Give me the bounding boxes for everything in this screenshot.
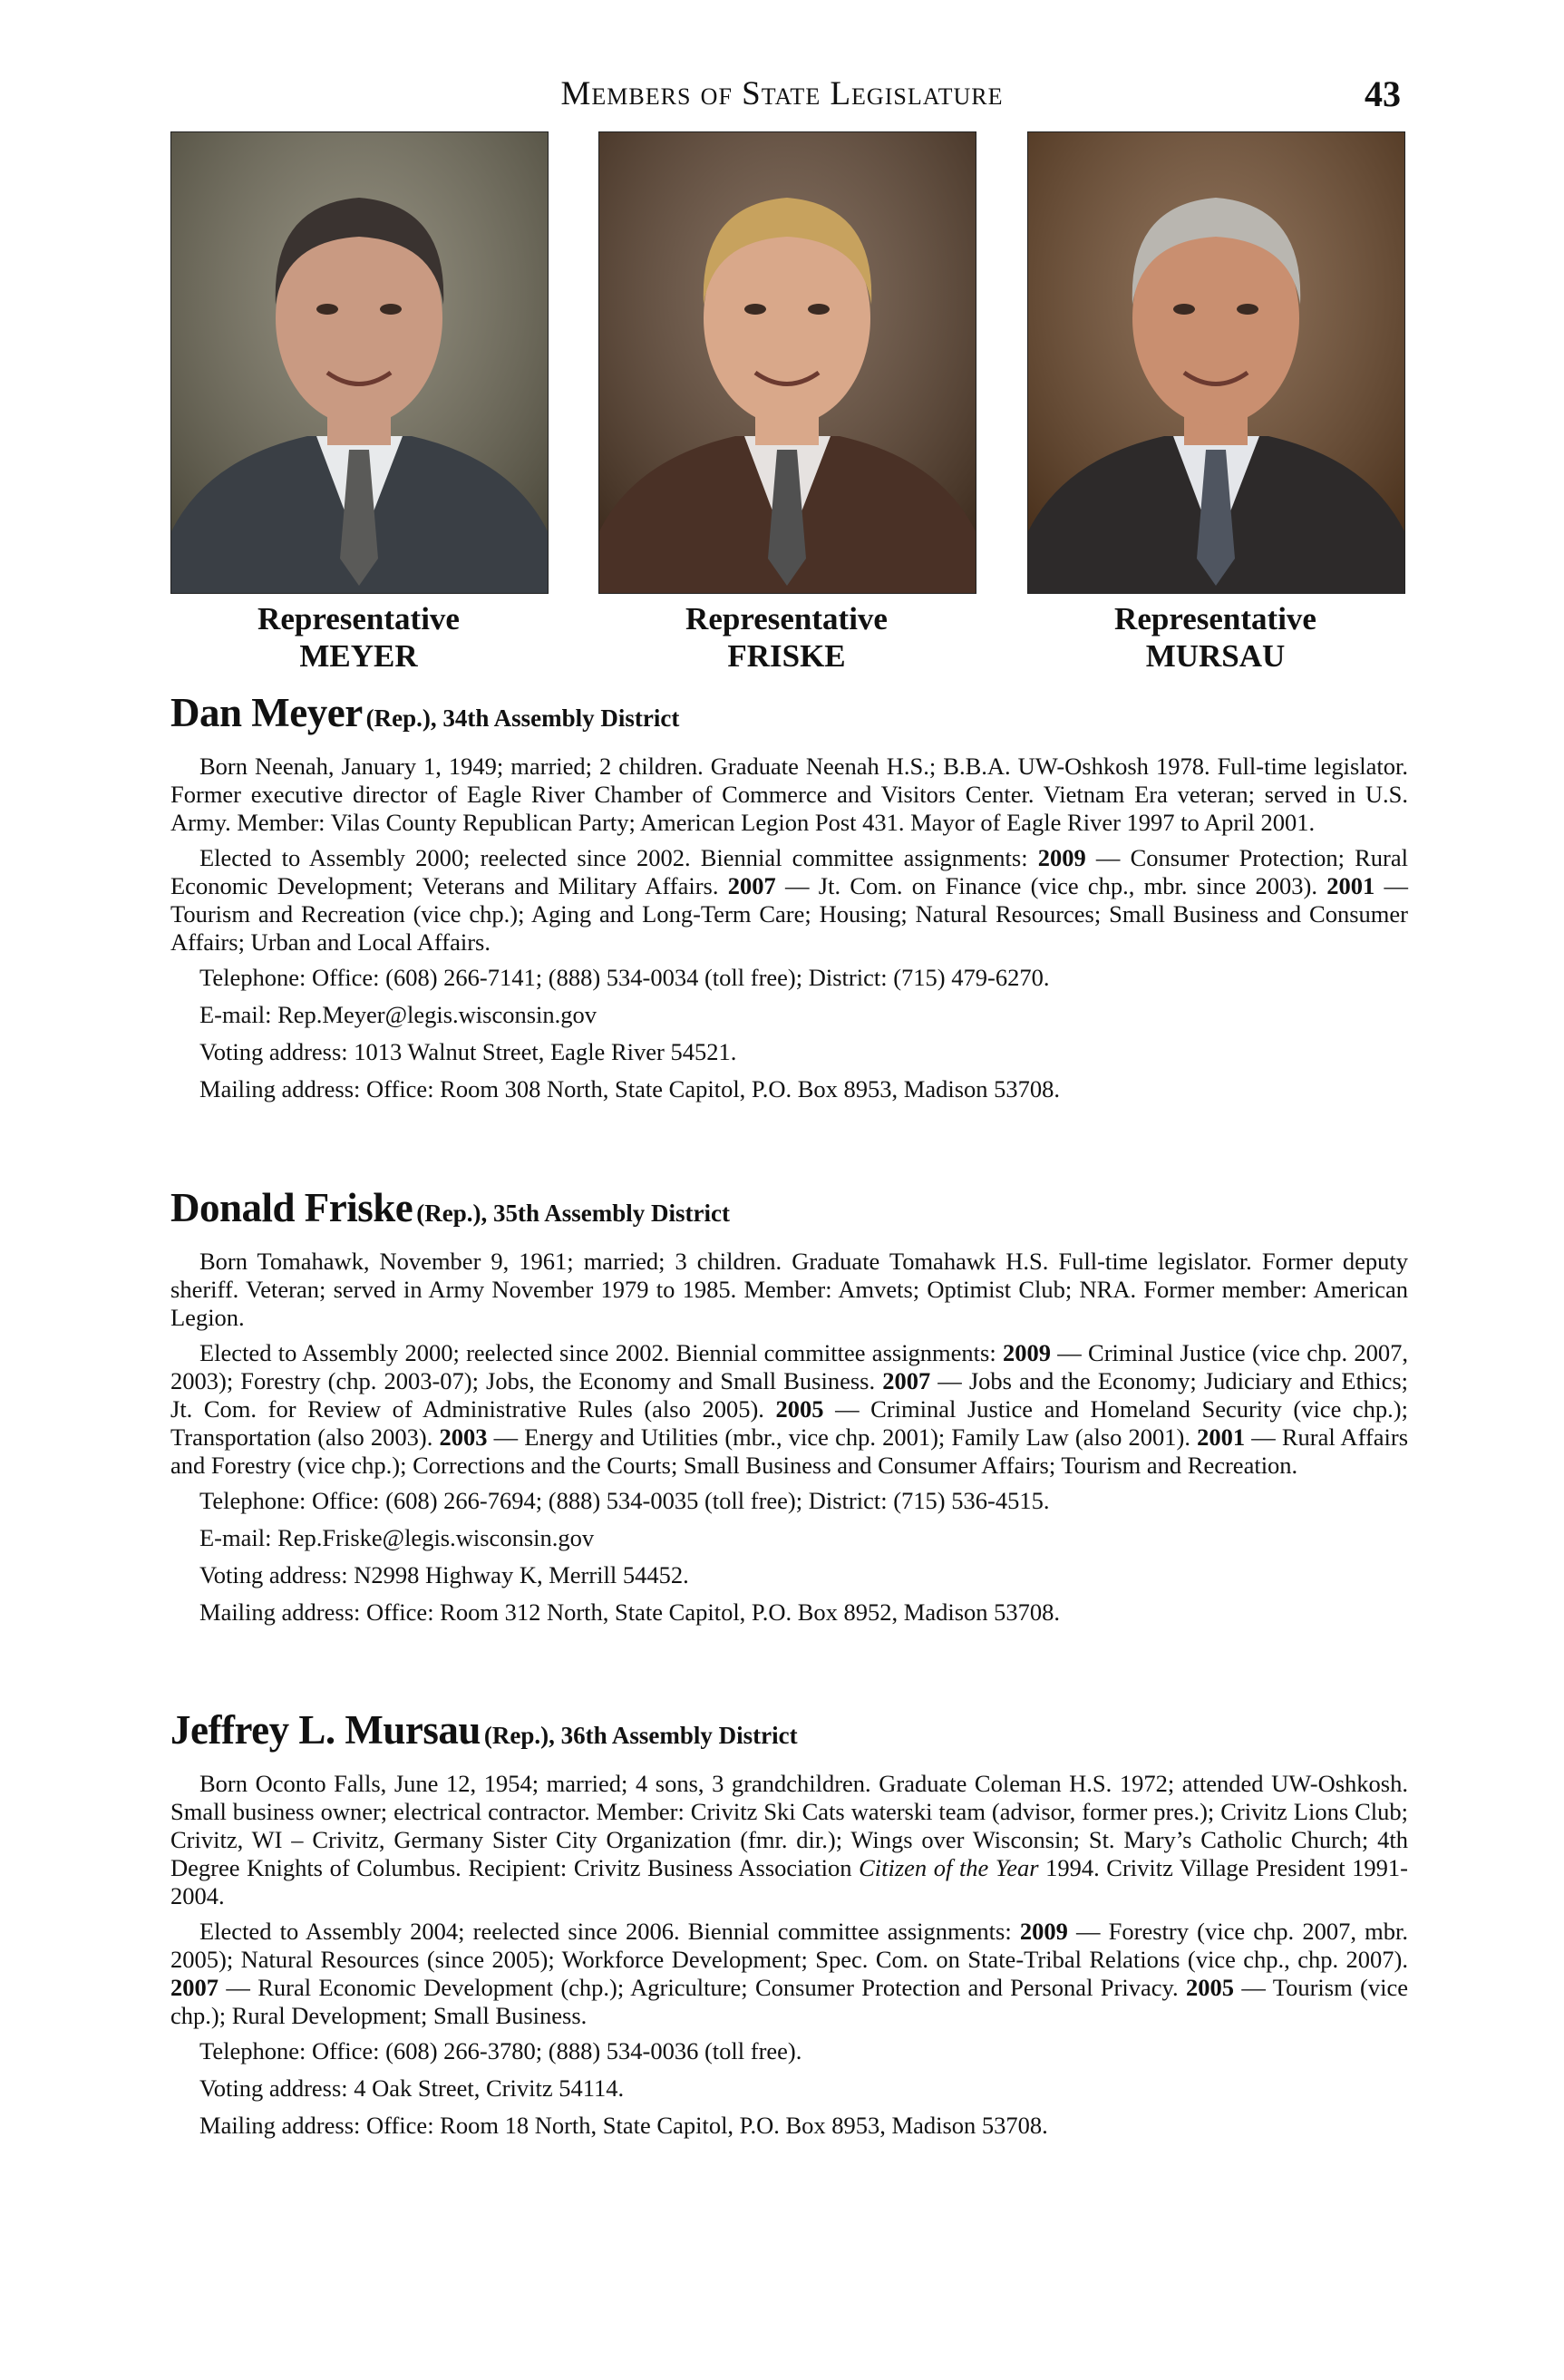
award-title: Citizen of the Year bbox=[859, 1853, 1039, 1881]
caption-title: Representative bbox=[685, 601, 888, 636]
text-run: Elected to Assembly 2000; reelected since 2002. Biennial committee assignments: bbox=[199, 843, 1038, 871]
text-run: — Criminal Justice (vice chp. 2007, 2003); Forestry (chp. 2003-07); Jobs, the Economy and Small Business. bbox=[170, 1338, 1408, 1394]
member-bio bbox=[170, 1770, 1408, 1910]
member-committees bbox=[170, 1339, 1408, 1480]
member-email: E-mail: Rep.Meyer@legis.wisconsin.gov bbox=[199, 1000, 597, 1028]
member-mailing-address: Mailing address: Office: Room 312 North, State Capitol, P.O. Box 8952, Madison 53708. bbox=[199, 1598, 1061, 1626]
session-year: 2007 bbox=[170, 1973, 219, 2001]
text-run: — Jobs and the Economy; Judiciary and Ethics; Jt. Com. for Review of Administrative Rules (also 2005). bbox=[170, 1366, 1409, 1423]
running-head: Members of State Legislature bbox=[560, 75, 1004, 112]
member-heading bbox=[170, 1708, 1408, 1753]
text-run: Elected to Assembly 2000; reelected since 2002. Biennial committee assignments: bbox=[199, 1338, 1003, 1366]
member-committees bbox=[170, 1918, 1408, 2030]
portrait-photo bbox=[171, 132, 548, 593]
text-run: — Jt. Com. on Finance (vice chp., mbr. since 2003). bbox=[775, 871, 1327, 899]
portrait-mursau bbox=[1027, 131, 1405, 594]
member-entry-mursau bbox=[170, 1708, 1408, 2149]
member-email: E-mail: Rep.Friske@legis.wisconsin.gov bbox=[199, 1523, 595, 1551]
member-entry-friske bbox=[170, 1186, 1408, 1636]
session-year: 2009 bbox=[1037, 843, 1086, 871]
text-run: — Energy and Utilities (mbr., vice chp. 2001); Family Law (also 2001). bbox=[487, 1423, 1198, 1451]
caption-friske bbox=[598, 600, 975, 675]
member-voting-address: Voting address: 4 Oak Street, Crivitz 54114. bbox=[199, 2074, 625, 2102]
text-run: — Tourism (vice chp.); Rural Development; Small Business. bbox=[170, 1973, 1408, 2029]
member-voting-address: Voting address: 1013 Walnut Street, Eagle River 54521. bbox=[199, 1037, 737, 1065]
eye bbox=[1237, 304, 1258, 315]
member-telephone: Telephone: Office: (608) 266-7141; (888) 534-0034 (toll free); District: (715) 479-6270. bbox=[199, 963, 1050, 991]
portrait-meyer bbox=[170, 131, 549, 594]
member-committees bbox=[170, 844, 1408, 957]
caption-surname: FRISKE bbox=[727, 638, 846, 674]
portrait-friske bbox=[598, 131, 976, 594]
session-year: 2001 bbox=[1197, 1423, 1246, 1451]
member-mailing-address: Mailing address: Office: Room 308 North, State Capitol, P.O. Box 8953, Madison 53708. bbox=[199, 1074, 1061, 1103]
page-number: 43 bbox=[1365, 73, 1401, 114]
member-telephone: Telephone: Office: (608) 266-7694; (888) 534-0035 (toll free); District: (715) 536-4515. bbox=[199, 1486, 1050, 1514]
member-name: Donald Friske bbox=[170, 1185, 413, 1230]
eye bbox=[316, 304, 338, 315]
text-run: Elected to Assembly 2004; reelected since 2006. Biennial committee assignments: bbox=[199, 1917, 1020, 1945]
portrait-photo bbox=[599, 132, 976, 593]
text-run: — Rural Affairs and Forestry (vice chp.); Corrections and the Courts; Small Business and Consumer Affairs; Tourism and Recreation. bbox=[170, 1423, 1409, 1479]
eye bbox=[1173, 304, 1195, 315]
session-year: 2009 bbox=[1003, 1338, 1051, 1366]
member-entry-meyer bbox=[170, 691, 1408, 1112]
member-bio: Born Tomahawk, November 9, 1961; married; 3 children. Graduate Tomahawk H.S. Full-time legislator. Former deputy sheriff. Veteran; served in Army November 1979 to 1985. Member: Amvets; Optimist Club; NRA. Former member: American Legion. bbox=[170, 1247, 1408, 1331]
member-voting-address: Voting address: N2998 Highway K, Merrill 54452. bbox=[199, 1560, 689, 1588]
session-year: 2007 bbox=[727, 871, 776, 899]
text-run: — Tourism and Recreation (vice chp.); Aging and Long-Term Care; Housing; Natural Resources; Small Business and Consumer Affairs; Urban and Local Affairs. bbox=[170, 871, 1408, 956]
member-heading bbox=[170, 1186, 1408, 1231]
eye bbox=[744, 304, 766, 315]
caption-mursau bbox=[1027, 600, 1404, 675]
session-year: 2001 bbox=[1326, 871, 1375, 899]
portrait-photo bbox=[1028, 132, 1404, 593]
caption-meyer bbox=[170, 600, 547, 675]
session-year: 2005 bbox=[1186, 1973, 1234, 2001]
member-bio: Born Neenah, January 1, 1949; married; 2 children. Graduate Neenah H.S.; B.B.A. UW-Oshkosh 1978. Full-time legislator. Former executive director of Eagle River Chamber of Commerce and Visitors Center. Vietnam Era veteran; served in U.S. Army. Member: Vilas County Republican Party; American Legion Post 431. Mayor of Eagle River 1997 to April 2001. bbox=[170, 752, 1408, 836]
party-district: (Rep.), 35th Assembly District bbox=[416, 1200, 730, 1227]
member-heading bbox=[170, 691, 1408, 736]
text-run: Born Oconto Falls, June 12, 1954; married; 4 sons, 3 grandchildren. Graduate Coleman H.S. 1972; attended UW-Oshkosh. Small business owner; electrical contractor. Member: Crivitz Ski Cats waterski team (advisor, former pres.); Crivitz Lions Club; Crivitz, WI – Crivitz, Germany Sister City Organization (fmr. dir.); Wings over Wisconsin; St. Mary’s Catholic Church; 4th Degree Knights of Columbus. Recipient: Crivitz Business Association bbox=[170, 1769, 1408, 1881]
session-year: 2003 bbox=[439, 1423, 488, 1451]
text-run: — Forestry (vice chp. 2007, mbr. 2005); Natural Resources (since 2005); Workforce Development; Spec. Com. on State-Tribal Relations (vice chp., chp. 2007). bbox=[170, 1917, 1408, 1973]
party-district: (Rep.), 34th Assembly District bbox=[365, 704, 680, 732]
text-run: 1994. Crivitz Village President 1991-2004. bbox=[170, 1853, 1408, 1909]
member-name: Jeffrey L. Mursau bbox=[170, 1707, 481, 1753]
session-year: 2007 bbox=[882, 1366, 931, 1394]
session-year: 2005 bbox=[775, 1394, 824, 1423]
caption-title: Representative bbox=[1114, 601, 1316, 636]
caption-surname: MEYER bbox=[299, 638, 418, 674]
text-run: — Criminal Justice and Homeland Security (vice chp.); Transportation (also 2003). bbox=[170, 1394, 1408, 1451]
party-district: (Rep.), 36th Assembly District bbox=[483, 1722, 798, 1749]
member-name: Dan Meyer bbox=[170, 690, 363, 735]
member-telephone: Telephone: Office: (608) 266-3780; (888) 534-0036 (toll free). bbox=[199, 2036, 802, 2064]
member-mailing-address: Mailing address: Office: Room 18 North, State Capitol, P.O. Box 8953, Madison 53708. bbox=[199, 2111, 1048, 2139]
caption-title: Representative bbox=[257, 601, 460, 636]
text-run: — Rural Economic Development (chp.); Agriculture; Consumer Protection and Personal Privacy. bbox=[219, 1973, 1186, 2001]
caption-surname: MURSAU bbox=[1145, 638, 1286, 674]
session-year: 2009 bbox=[1019, 1917, 1068, 1945]
text-run: — Consumer Protection; Rural Economic Development; Veterans and Military Affairs. bbox=[170, 843, 1408, 899]
eye bbox=[380, 304, 402, 315]
eye bbox=[808, 304, 830, 315]
